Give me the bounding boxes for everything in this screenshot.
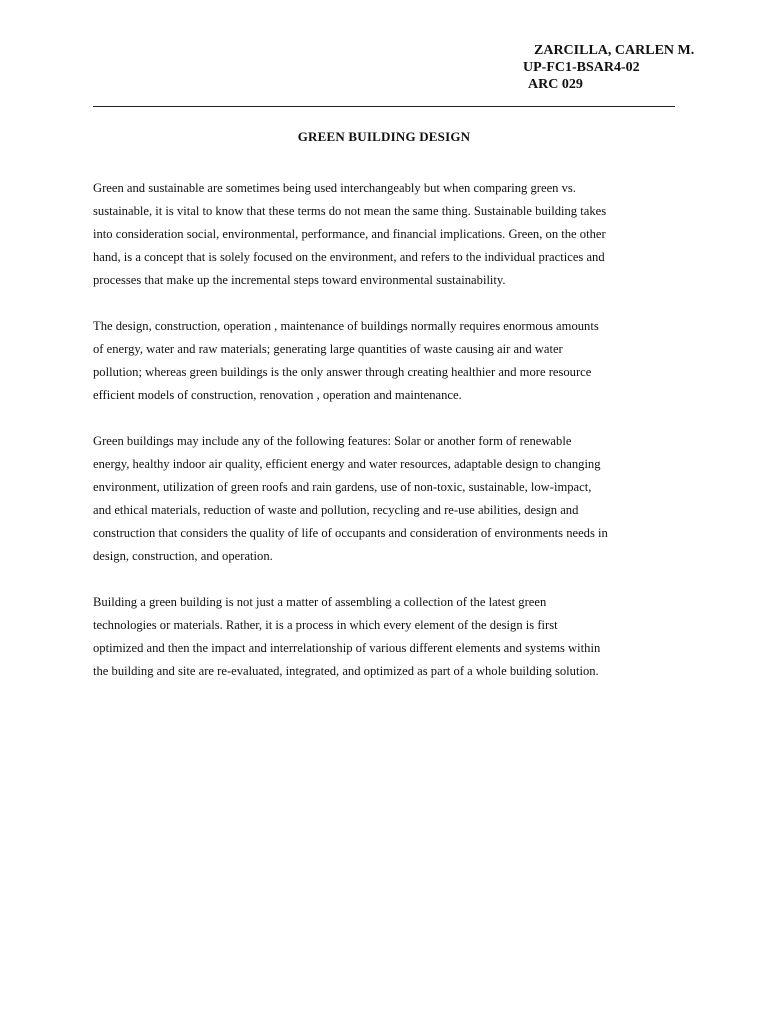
paragraph-line: energy, healthy indoor air quality, efficient energy and water resources, adaptable design to changing bbox=[93, 457, 601, 471]
document-title: GREEN BUILDING DESIGN bbox=[297, 129, 471, 144]
paragraph-line: into consideration social, environmental, performance, and financial implications. Green, on the other bbox=[93, 227, 606, 241]
author-header bbox=[523, 42, 694, 93]
paragraph-3 bbox=[93, 430, 675, 568]
document-body bbox=[93, 177, 675, 706]
author-name: ZARCILLA, CARLEN M. bbox=[534, 43, 695, 58]
paragraph-line: sustainable, it is vital to know that these terms do not mean the same thing. Sustainable building takes bbox=[93, 204, 607, 218]
paragraph-line: construction that considers the quality of life of occupants and consideration of environments needs in bbox=[93, 526, 608, 540]
paragraph-line: design, construction, and operation. bbox=[93, 549, 273, 563]
paragraph-line: environment, utilization of green roofs and rain gardens, use of non-toxic, sustainable, low-impact, bbox=[93, 480, 592, 494]
paragraph-line: hand, is a concept that is solely focused on the environment, and refers to the individual practices and bbox=[93, 250, 605, 264]
paragraph-line: The design, construction, operation , maintenance of buildings normally requires enormous amounts bbox=[93, 319, 599, 333]
paragraph-line: pollution; whereas green buildings is the only answer through creating healthier and more resource bbox=[93, 365, 592, 379]
paragraph-4 bbox=[93, 591, 675, 683]
paragraph-line: Green and sustainable are sometimes being used interchangeably but when comparing green vs. bbox=[93, 181, 576, 195]
paragraph-line: of energy, water and raw materials; generating large quantities of waste causing air and water bbox=[93, 342, 563, 356]
paragraph-line: and ethical materials, reduction of waste and pollution, recycling and re-use abilities, design and bbox=[93, 503, 579, 517]
paragraph-2 bbox=[93, 315, 675, 407]
section-code: UP-FC1-BSAR4-02 bbox=[523, 60, 640, 75]
paragraph-line: Building a green building is not just a matter of assembling a collection of the latest green bbox=[93, 595, 547, 609]
paragraph-line: the building and site are re-evaluated, integrated, and optimized as part of a whole building solution. bbox=[93, 664, 599, 678]
course-code: ARC 029 bbox=[528, 77, 583, 92]
paragraph-line: technologies or materials. Rather, it is a process in which every element of the design is first bbox=[93, 618, 558, 632]
paragraph-1 bbox=[93, 177, 675, 292]
paragraph-line: processes that make up the incremental steps toward environmental sustainability. bbox=[93, 273, 506, 287]
paragraph-line: optimized and then the impact and interrelationship of various different elements and systems within bbox=[93, 641, 601, 655]
paragraph-line: efficient models of construction, renovation , operation and maintenance. bbox=[93, 388, 462, 402]
header-divider bbox=[93, 106, 675, 107]
paragraph-line: Green buildings may include any of the following features: Solar or another form of renewable bbox=[93, 434, 572, 448]
